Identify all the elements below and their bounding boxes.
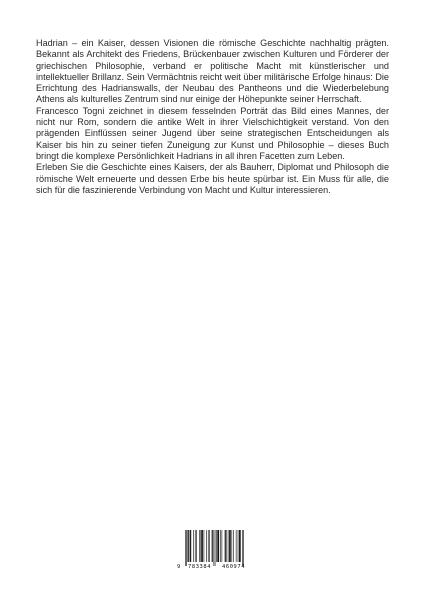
isbn-barcode xyxy=(177,530,251,572)
barcode-bar xyxy=(212,530,213,562)
barcode-bar xyxy=(185,530,186,566)
barcode-bar xyxy=(212,530,213,562)
barcode-bar xyxy=(214,530,215,566)
barcode-bar xyxy=(187,530,188,562)
barcode-bar xyxy=(193,530,194,562)
barcode-bar xyxy=(195,530,196,562)
barcode-bar xyxy=(229,530,230,562)
blurb-paragraph-2: Francesco Togni zeichnet in diesem fesselnden Porträt das Bild eines Mannes, der nicht nur Rom, sondern die antike Welt in ihrer Vielschichtigkeit verstand. Von den prägenden Einflüssen seiner Jugend über seine strategischen Entscheidungen als Kaiser bis hin zu seiner tiefen Zuneigung zur Kunst und Philosophie – dieses Buch bringt die komplexe Persönlichkeit Hadrians in all ihren Facetten zum Leben. xyxy=(36,105,389,161)
barcode-bar xyxy=(218,530,219,562)
blurb-paragraph-1: Hadrian – ein Kaiser, dessen Visionen die römische Geschichte nachhaltig prägten. Bekannt als Architekt des Friedens, Brückenbauer zwischen Kulturen und Förderer der griechischen Philosophie, verband er politische Macht mit künstlerischer und intellektueller Brillanz. Sein Vermächtnis reicht weit über militärische Erfolge hinaus: Die Errichtung des Hadrianswalls, der Neubau des Pantheons und die Wiederbelebung Athens als kulturelles Zentrum sind nur einige der Höhepunkte seiner Herrschaft. xyxy=(36,38,389,105)
barcode-bar xyxy=(243,530,244,566)
barcode-bar xyxy=(218,530,219,562)
barcode-bar xyxy=(217,530,218,562)
blurb-text xyxy=(36,38,389,196)
barcode-bar xyxy=(228,530,229,562)
barcode-bar xyxy=(239,530,240,562)
barcode-bar xyxy=(240,530,241,562)
barcode-bar xyxy=(206,530,207,562)
barcode-bar xyxy=(190,530,191,562)
barcode-bar xyxy=(201,530,202,562)
barcode-bar xyxy=(201,530,202,562)
barcode-bar xyxy=(233,530,234,562)
barcode-bar xyxy=(220,530,221,562)
barcode-bar xyxy=(216,530,217,562)
barcode-bar xyxy=(222,530,223,562)
barcode-bar xyxy=(230,530,231,562)
barcode-left-digits: 783384 xyxy=(188,564,212,570)
barcode-bar xyxy=(232,530,233,562)
barcode-first-digit: 9 xyxy=(177,564,181,570)
barcode-bar xyxy=(226,530,227,562)
barcode-bar xyxy=(189,530,190,562)
barcode-bar xyxy=(196,530,197,562)
barcode-bar xyxy=(240,530,241,562)
blurb-paragraph-3: Erleben Sie die Geschichte eines Kaisers, der als Bauherr, Diplomat und Philosoph die römische Welt erneuerte und dessen Erbe bis heute spürbar ist. Ein Muss für alle, die sich für die faszinierende Verbindung von Macht und Kultur interessieren. xyxy=(36,162,389,195)
barcode-bar xyxy=(208,530,209,562)
barcode-bars-graphic xyxy=(177,530,251,566)
barcode-bar xyxy=(242,530,243,566)
barcode-bar xyxy=(202,530,203,562)
barcode-bar xyxy=(230,530,231,562)
barcode-digits xyxy=(177,563,251,572)
barcode-bar xyxy=(188,530,189,562)
barcode-right-digits: 460974 xyxy=(222,564,246,570)
barcode-bar xyxy=(225,530,226,562)
barcode-bar xyxy=(199,530,200,562)
barcode-bar xyxy=(202,530,203,562)
barcode-bar xyxy=(236,530,237,562)
barcode-bar xyxy=(209,530,210,562)
barcode-bar xyxy=(215,530,216,566)
barcode-bar xyxy=(204,530,205,562)
barcode-bar xyxy=(186,530,187,566)
barcode-bar xyxy=(225,530,226,562)
barcode-bar xyxy=(238,530,239,562)
barcode-bar xyxy=(191,530,192,562)
